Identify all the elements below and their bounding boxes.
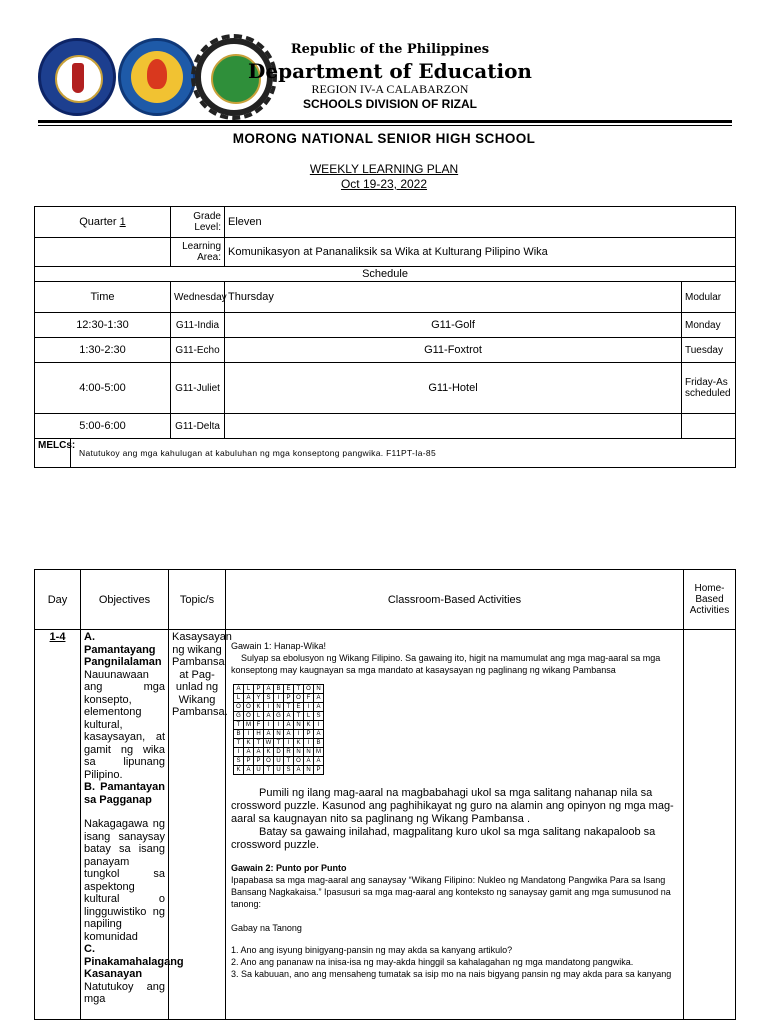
puzzle-cell: D bbox=[274, 748, 284, 757]
melcs-label: MELCs: bbox=[35, 439, 71, 467]
puzzle-cell: P bbox=[244, 757, 254, 766]
row2-time: 1:30-2:30 bbox=[35, 338, 171, 363]
puzzle-cell: G bbox=[234, 712, 244, 721]
puzzle-row bbox=[234, 685, 324, 694]
melcs-text: Natutukoy ang mga kahulugan at kabuluhan ng mga konseptong pangwika. F11PT-Ia-85 bbox=[79, 448, 436, 458]
puzzle-cell: N bbox=[304, 766, 314, 775]
row4-mod bbox=[682, 414, 736, 439]
plan-title: WEEKLY LEARNING PLAN bbox=[309, 162, 459, 176]
date-range: Oct 19-23, 2022 bbox=[340, 177, 428, 191]
puzzle-cell: A bbox=[234, 685, 244, 694]
info-table bbox=[34, 206, 736, 468]
row2-thu: G11-Foxtrot bbox=[225, 338, 682, 363]
gabay-title: Gabay na Tanong bbox=[231, 923, 302, 933]
puzzle-cell: T bbox=[284, 757, 294, 766]
row4-wed: G11-Delta bbox=[171, 414, 225, 439]
puzzle-row bbox=[234, 766, 324, 775]
header-rule-thick bbox=[38, 120, 732, 123]
puzzle-cell: M bbox=[244, 721, 254, 730]
puzzle-cell: H bbox=[254, 730, 264, 739]
puzzle-cell: A bbox=[314, 757, 324, 766]
puzzle-row bbox=[234, 739, 324, 748]
puzzle-cell: O bbox=[294, 757, 304, 766]
puzzle-cell: B bbox=[234, 730, 244, 739]
division-text: SCHOOLS DIVISION OF RIZAL bbox=[302, 97, 477, 111]
puzzle-cell: B bbox=[274, 685, 284, 694]
day-value: 1-4 bbox=[35, 630, 81, 1020]
puzzle-cell: A bbox=[284, 730, 294, 739]
puzzle-cell: A bbox=[254, 748, 264, 757]
puzzle-cell: A bbox=[264, 730, 274, 739]
puzzle-row bbox=[234, 757, 324, 766]
row4-time: 5:00-6:00 bbox=[35, 414, 171, 439]
area-label: Learning Area: bbox=[171, 238, 225, 267]
puzzle-cell: A bbox=[264, 712, 274, 721]
puzzle-cell: S bbox=[314, 712, 324, 721]
topic-text: Kasaysayan ng wikang Pambansa at Pag-unlad ng Wikang Pambansa. bbox=[169, 630, 226, 1020]
puzzle-cell: N bbox=[294, 721, 304, 730]
puzzle-cell: I bbox=[274, 694, 284, 703]
schedule-label: Schedule bbox=[35, 267, 736, 282]
puzzle-cell: T bbox=[234, 721, 244, 730]
home-based-cell bbox=[684, 630, 736, 1020]
puzzle-cell: T bbox=[294, 712, 304, 721]
puzzle-cell: U bbox=[254, 766, 264, 775]
puzzle-cell: P bbox=[314, 766, 324, 775]
objectives-cell bbox=[81, 630, 184, 1020]
puzzle-cell: M bbox=[314, 748, 324, 757]
puzzle-cell: I bbox=[244, 730, 254, 739]
para2: Batay sa gawaing inilahad, magpalitang kuro ukol sa mga salitang nakapaloob sa crossword puzzle. bbox=[231, 826, 656, 851]
puzzle-cell: O bbox=[294, 694, 304, 703]
puzzle-cell: O bbox=[244, 712, 254, 721]
puzzle-cell: T bbox=[294, 685, 304, 694]
puzzle-cell: U bbox=[274, 757, 284, 766]
header-rule-thin bbox=[38, 125, 732, 126]
gawain1-text: Sulyap sa ebolusyon ng Wikang Filipino. Sa gawaing ito, higit na mamumulat ang mga mag-aaral sa mga konseptong may kaugnayan sa mga mandato at kasaysayan ng paglinang ng wikang Pambansa bbox=[231, 653, 661, 675]
col-activities: Classroom-Based Activities bbox=[226, 570, 684, 630]
puzzle-cell: O bbox=[234, 703, 244, 712]
puzzle-cell: F bbox=[304, 694, 314, 703]
puzzle-cell: S bbox=[264, 694, 274, 703]
puzzle-cell: L bbox=[254, 712, 264, 721]
puzzle-cell: A bbox=[314, 694, 324, 703]
col-thursday: Thursday bbox=[225, 282, 682, 313]
puzzle-cell: I bbox=[234, 748, 244, 757]
row3-wed: G11-Juliet bbox=[171, 363, 225, 414]
puzzle-cell: A bbox=[294, 766, 304, 775]
row1-wed: G11-India bbox=[171, 313, 225, 338]
puzzle-cell: N bbox=[304, 748, 314, 757]
puzzle-cell: T bbox=[254, 739, 264, 748]
gawain2-text: Ipapabasa sa mga mag-aaral ang sanaysay “Wikang Filipino: Nukleo ng Mandatong Pangwika Para sa Isang Bansang Nagkakaisa.” Ipasusuri sa mga mag-aaral ang konteksto ng sanaysay gamit ang mga sumusunod na tanong: bbox=[231, 875, 671, 909]
puzzle-cell: A bbox=[314, 730, 324, 739]
obj-b-text: Nakagagawa ng isang sanaysay batay sa isang panayam tungkol sa aspektong kultural o lingguwistiko ng napiling komunidad bbox=[84, 818, 165, 943]
question-1: 1. Ano ang isyung binigyang-pansin ng may akda sa kanyang artikulo? bbox=[231, 945, 513, 955]
puzzle-cell: T bbox=[264, 766, 274, 775]
puzzle-cell: K bbox=[304, 721, 314, 730]
department-text: Department of Education bbox=[248, 59, 532, 83]
puzzle-cell: N bbox=[274, 703, 284, 712]
puzzle-cell: K bbox=[264, 748, 274, 757]
row2-mod: Tuesday bbox=[682, 338, 736, 363]
puzzle-cell: K bbox=[234, 766, 244, 775]
para1: Pumili ng ilang mag-aaral na magbabahagi ukol sa mga salitang nahanap nila sa crossword puzzle. Kasunod ang paghihikayat ng guro na alamin ang opinyon ng mga mag-aaral sa kaugnayan nito sa paglinang ng Wikang Pambansa . bbox=[231, 787, 674, 825]
puzzle-cell: Y bbox=[254, 694, 264, 703]
puzzle-cell: L bbox=[244, 685, 254, 694]
grade-label: Grade Level: bbox=[171, 207, 225, 238]
gawain1-title: Gawain 1: Hanap-Wika! bbox=[231, 641, 327, 651]
puzzle-cell: I bbox=[284, 739, 294, 748]
melcs-row bbox=[35, 439, 736, 468]
puzzle-cell: F bbox=[254, 721, 264, 730]
rizal-division-logo bbox=[118, 38, 196, 116]
activities-cell bbox=[226, 630, 684, 1020]
puzzle-cell: O bbox=[244, 703, 254, 712]
puzzle-row bbox=[234, 748, 324, 757]
puzzle-cell: B bbox=[314, 739, 324, 748]
obj-b-title: B. Pamantayan sa Pagganap bbox=[84, 781, 165, 806]
obj-c-text: Natutukoy ang mga bbox=[84, 980, 165, 1005]
obj-a-text: Nauunawaan ang mga konsepto, elementong kultural, kasaysayan, at gamit ng wika sa lipunang Pilipino. bbox=[84, 668, 165, 781]
puzzle-cell: A bbox=[314, 703, 324, 712]
deped-seal-logo bbox=[38, 38, 116, 116]
puzzle-cell: A bbox=[304, 757, 314, 766]
gawain2-title: Gawain 2: Punto por Punto bbox=[231, 863, 347, 873]
puzzle-cell: L bbox=[234, 694, 244, 703]
row1-mod: Monday bbox=[682, 313, 736, 338]
puzzle-cell: I bbox=[264, 721, 274, 730]
puzzle-row bbox=[234, 703, 324, 712]
puzzle-cell: K bbox=[294, 739, 304, 748]
row1-thu: G11-Golf bbox=[225, 313, 682, 338]
puzzle-cell: I bbox=[294, 730, 304, 739]
puzzle-cell: T bbox=[284, 703, 294, 712]
puzzle-cell: A bbox=[244, 694, 254, 703]
puzzle-cell: P bbox=[254, 757, 264, 766]
puzzle-cell: E bbox=[284, 685, 294, 694]
area-value: Komunikasyon at Pananaliksik sa Wika at Kulturang Pilipino Wika bbox=[225, 238, 736, 267]
row1-time: 12:30-1:30 bbox=[35, 313, 171, 338]
puzzle-cell: I bbox=[304, 703, 314, 712]
puzzle-cell: S bbox=[284, 766, 294, 775]
puzzle-cell: I bbox=[274, 721, 284, 730]
row3-thu: G11-Hotel bbox=[225, 363, 682, 414]
row3-mod: Friday-As scheduled bbox=[682, 363, 736, 414]
puzzle-cell: U bbox=[274, 766, 284, 775]
col-home: Home-Based Activities bbox=[684, 570, 736, 630]
puzzle-cell: A bbox=[244, 766, 254, 775]
puzzle-cell: O bbox=[264, 757, 274, 766]
puzzle-cell: I bbox=[264, 703, 274, 712]
puzzle-cell: K bbox=[254, 703, 264, 712]
puzzle-cell: A bbox=[264, 685, 274, 694]
puzzle-cell: K bbox=[244, 739, 254, 748]
col-day: Day bbox=[35, 570, 81, 630]
puzzle-cell: S bbox=[234, 757, 244, 766]
quarter-value: 1 bbox=[119, 216, 126, 228]
quarter-label: Quarter bbox=[79, 216, 120, 228]
col-objectives: Objectives bbox=[81, 570, 169, 630]
puzzle-cell: I bbox=[314, 721, 324, 730]
republic-text: Republic of the Philippines bbox=[290, 42, 490, 57]
grade-value: Eleven bbox=[225, 207, 736, 238]
puzzle-cell: A bbox=[284, 721, 294, 730]
puzzle-cell: N bbox=[274, 730, 284, 739]
puzzle-row bbox=[234, 730, 324, 739]
empty-cell bbox=[35, 238, 171, 267]
obj-a-title: A. Pamantayang Pangnilalaman bbox=[84, 631, 162, 668]
puzzle-cell: I bbox=[304, 739, 314, 748]
col-time: Time bbox=[35, 282, 171, 313]
puzzle-cell: L bbox=[304, 712, 314, 721]
obj-c-title: C. Pinakamahalagang Kasanayan bbox=[84, 943, 184, 980]
region-text: REGION IV-A CALABARZON bbox=[311, 82, 469, 96]
puzzle-cell: P bbox=[254, 685, 264, 694]
puzzle-cell: O bbox=[304, 685, 314, 694]
col-topics: Topic/s bbox=[169, 570, 226, 630]
puzzle-cell: W bbox=[264, 739, 274, 748]
row4-thu bbox=[225, 414, 682, 439]
row2-wed: G11-Echo bbox=[171, 338, 225, 363]
puzzle-cell: N bbox=[294, 748, 304, 757]
puzzle-row bbox=[234, 721, 324, 730]
school-name: MORONG NATIONAL SENIOR HIGH SCHOOL bbox=[232, 131, 536, 146]
puzzle-cell: P bbox=[304, 730, 314, 739]
row3-time: 4:00-5:00 bbox=[35, 363, 171, 414]
col-wednesday: Wednesday bbox=[171, 282, 225, 313]
quarter-cell bbox=[35, 207, 171, 238]
question-2: 2. Ano ang pananaw na inisa-isa ng may-akda hinggil sa kahalagahan ng mga mandatong pangwika. bbox=[231, 957, 634, 967]
question-3: 3. Sa kabuuan, ano ang mensaheng tumatak sa isip mo na nais bigyang pansin ng may akda para sa kanyang bbox=[231, 969, 672, 979]
crossword-puzzle bbox=[233, 684, 324, 775]
puzzle-row bbox=[234, 694, 324, 703]
puzzle-cell: N bbox=[314, 685, 324, 694]
puzzle-cell: G bbox=[274, 712, 284, 721]
plan-table bbox=[34, 569, 736, 1020]
puzzle-cell: A bbox=[284, 712, 294, 721]
puzzle-row bbox=[234, 712, 324, 721]
puzzle-cell: T bbox=[274, 739, 284, 748]
col-modular: Modular bbox=[682, 282, 736, 313]
puzzle-cell: A bbox=[244, 748, 254, 757]
puzzle-cell: P bbox=[284, 694, 294, 703]
puzzle-cell: T bbox=[234, 739, 244, 748]
puzzle-cell: E bbox=[294, 703, 304, 712]
puzzle-cell: R bbox=[284, 748, 294, 757]
